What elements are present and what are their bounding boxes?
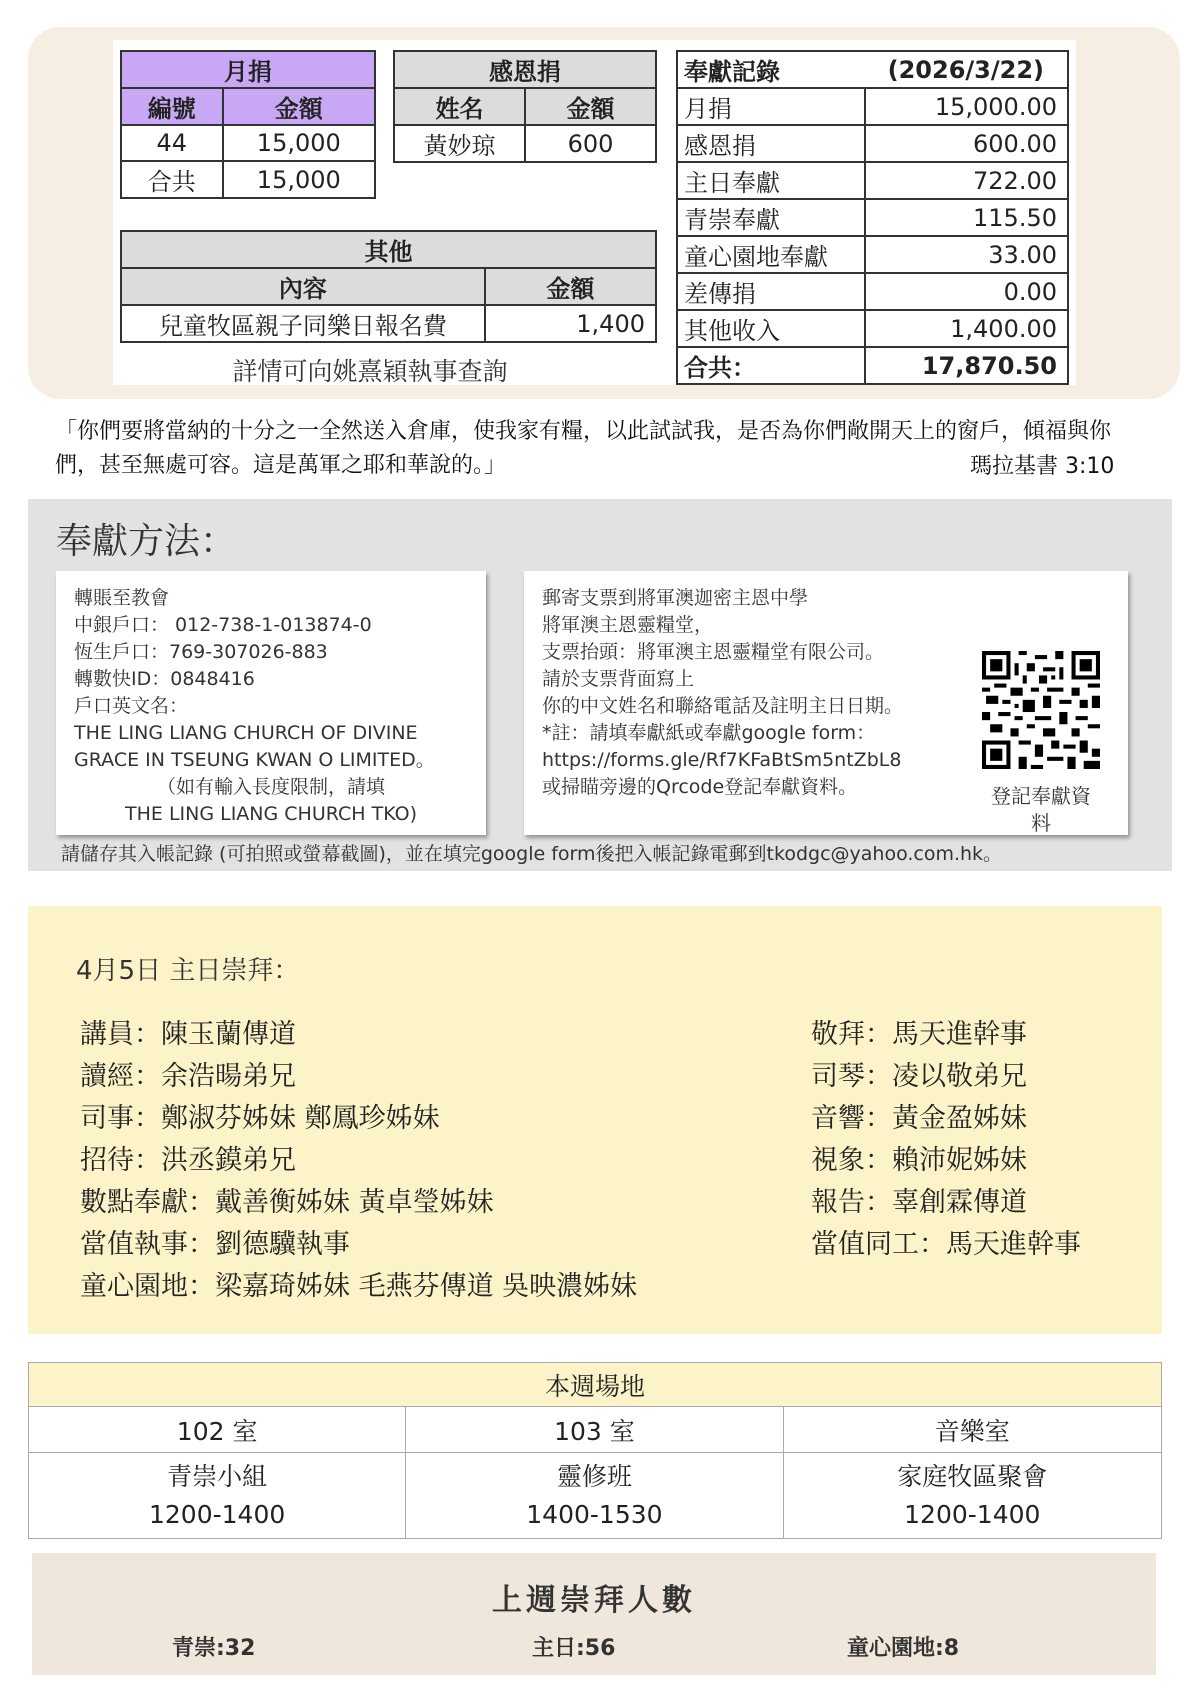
table-row — [121, 305, 656, 342]
venue-event — [783, 1453, 1161, 1539]
qr-label: 登記奉獻資料 — [991, 784, 1091, 835]
venue-event-time: 1200-1400 — [149, 1499, 286, 1529]
list-item: 司琴：凌以敬弟兄 — [811, 1061, 1027, 1092]
thanks-name: 黃妙琼 — [394, 125, 525, 162]
venue-event-time: 1400-1530 — [526, 1499, 663, 1529]
list-item: 視象：賴沛妮姊妹 — [811, 1145, 1027, 1176]
record-label: 青崇奉獻 — [677, 199, 865, 236]
card-line: *註：請填奉獻紙或奉獻google form： — [542, 722, 876, 744]
table-row — [677, 236, 1068, 273]
record-label: 主日奉獻 — [677, 162, 865, 199]
attendance-youth: 青崇:32 — [172, 1636, 256, 1661]
table-row — [121, 161, 375, 198]
record-value: 0.00 — [865, 273, 1068, 310]
card-line: 郵寄支票到將軍澳迦密主恩中學 — [542, 587, 809, 609]
monthly-amount: 15,000 — [223, 125, 375, 161]
list-item: 招待：洪丞鏌弟兄 — [80, 1145, 296, 1176]
card-line: THE LING LIANG CHURCH TKO) — [125, 803, 417, 825]
table-row — [677, 88, 1068, 125]
other-col-content: 內容 — [121, 268, 485, 305]
venue-event — [29, 1453, 406, 1539]
record-label: 差傳捐 — [677, 273, 865, 310]
service-roles-right — [811, 1014, 1081, 1266]
venue-event-name: 青崇小組 — [167, 1461, 268, 1491]
card-line: 戶口英文名： — [74, 695, 189, 717]
list-item: 司事：鄭淑芬姊妹 鄭鳳珍姊妹 — [80, 1103, 440, 1134]
venue-event — [406, 1453, 783, 1539]
table-row — [677, 273, 1068, 310]
record-value: 1,400.00 — [865, 310, 1068, 347]
card-line: 你的中文姓名和聯絡電話及註明主日日期。 — [542, 695, 904, 717]
record-label: 其他收入 — [677, 310, 865, 347]
attendance-sunday: 主日:56 — [532, 1636, 616, 1661]
verse-reference: 瑪拉基書 3:10 — [970, 454, 1115, 479]
sunday-service-section — [28, 906, 1162, 1334]
venue-event-name: 靈修班 — [556, 1461, 632, 1491]
attendance-section — [32, 1553, 1156, 1675]
list-item: 當值同工：馬天進幹事 — [811, 1229, 1081, 1260]
methods-title: 奉獻方法： — [56, 521, 237, 562]
record-value: 15,000.00 — [865, 88, 1068, 125]
thanks-amount: 600 — [525, 125, 656, 162]
thanksgiving-offering-table — [393, 50, 657, 163]
card-line: 將軍澳主恩靈糧堂， — [542, 614, 714, 636]
other-title: 其他 — [121, 231, 656, 268]
venue-room: 103 室 — [406, 1407, 783, 1453]
card-line: 轉賬至教會 — [74, 587, 170, 609]
list-item: 數點奉獻：戴善衡姊妹 黃卓瑩姊妹 — [80, 1187, 494, 1218]
thanks-col-name: 姓名 — [394, 88, 525, 125]
thanks-col-amount: 金額 — [525, 88, 656, 125]
cheque-card — [524, 571, 1128, 835]
table-row — [121, 125, 375, 161]
record-value: 115.50 — [865, 199, 1068, 236]
bank-transfer-card — [56, 571, 486, 835]
monthly-total-label: 合共 — [121, 161, 223, 198]
record-value: 33.00 — [865, 236, 1068, 273]
weekly-venue-table — [28, 1362, 1162, 1539]
other-col-amount: 金額 — [485, 268, 656, 305]
card-line: （如有輸入長度限制，請填 — [156, 776, 385, 798]
list-item: 報告：辜創霖傳道 — [811, 1187, 1027, 1218]
offering-record-table — [676, 50, 1069, 385]
card-line: 恆生戶口：769-307026-883 — [74, 641, 328, 663]
other-content: 兒童牧區親子同樂日報名費 — [121, 305, 485, 342]
monthly-total: 15,000 — [223, 161, 375, 198]
venue-room: 102 室 — [29, 1407, 406, 1453]
record-total: 17,870.50 — [865, 347, 1068, 384]
record-total-row — [677, 347, 1068, 384]
card-line: 中銀戶口： 012-738-1-013874-0 — [74, 614, 372, 636]
list-item: 敬拜：馬天進幹事 — [811, 1019, 1027, 1050]
service-title: 4月5日 主日崇拜： — [76, 956, 300, 986]
card-line: 轉數快ID：0848416 — [74, 668, 255, 690]
offering-methods-section — [28, 499, 1172, 871]
methods-footer-note: 請儲存其入帳記錄 (可拍照或螢幕截圖)，並在填完google form後把入帳記錄電郵到tkodgc@yahoo.com.hk。 — [61, 843, 1003, 865]
thanks-title: 感恩捐 — [394, 51, 656, 88]
card-line: 支票抬頭：將軍澳主恩靈糧堂有限公司。 — [542, 641, 885, 663]
attendance-children: 童心園地:8 — [847, 1636, 960, 1661]
other-amount: 1,400 — [485, 305, 656, 342]
record-label: 童心園地奉獻 — [677, 236, 865, 273]
table-row — [677, 125, 1068, 162]
qr-code-icon[interactable] — [982, 651, 1100, 769]
record-date: (2026/3/22) — [865, 51, 1068, 88]
venue-event-name: 家庭牧區聚會 — [897, 1461, 1048, 1491]
monthly-offering-table — [120, 50, 376, 199]
record-label: 感恩捐 — [677, 125, 865, 162]
record-label: 月捐 — [677, 88, 865, 125]
qr-code-block[interactable] — [982, 651, 1100, 837]
table-row — [677, 162, 1068, 199]
monthly-col-amount: 金額 — [223, 88, 375, 125]
monthly-no: 44 — [121, 125, 223, 161]
record-title: 奉獻記錄 — [677, 51, 865, 88]
record-value: 722.00 — [865, 162, 1068, 199]
other-income-table — [120, 230, 657, 343]
list-item: 講員：陳玉蘭傳道 — [80, 1019, 296, 1050]
table-row — [677, 199, 1068, 236]
table-row — [394, 125, 656, 162]
table-row — [677, 310, 1068, 347]
monthly-title: 月捐 — [121, 51, 375, 88]
list-item: 音響：黃金盈姊妹 — [811, 1103, 1027, 1134]
venue-event-time: 1200-1400 — [904, 1499, 1041, 1529]
card-line: GRACE IN TSEUNG KWAN O LIMITED。 — [74, 749, 435, 771]
list-item: 童心園地：梁嘉琦姊妹 毛燕芬傳道 吳映濃姊妹 — [80, 1271, 638, 1302]
record-total-label: 合共： — [677, 347, 865, 384]
google-form-link[interactable]: https://forms.gle/Rf7KFaBtSm5ntZbL8 — [542, 749, 902, 771]
monthly-col-no: 編號 — [121, 88, 223, 125]
card-line: 或掃瞄旁邊的Qrcode登記奉獻資料。 — [542, 776, 858, 798]
service-roles-left — [80, 1014, 637, 1308]
record-value: 600.00 — [865, 125, 1068, 162]
list-item: 當值執事：劉德驥執事 — [80, 1229, 350, 1260]
bible-verse: 「你們要將當納的十分之一全然送入倉庫，使我家有糧，以此試試我，是否為你們敞開天上的窗戶，傾福與你們，甚至無處可容。這是萬軍之耶和華說的。」 — [55, 419, 1112, 478]
other-detail-note: 詳情可向姚熹穎執事查詢 — [232, 357, 508, 386]
card-line: 請於支票背面寫上 — [542, 668, 695, 690]
card-line: THE LING LIANG CHURCH OF DIVINE — [74, 722, 418, 744]
list-item: 讀經：余浩暘弟兄 — [80, 1061, 296, 1092]
venue-title: 本週場地 — [29, 1363, 1162, 1407]
attendance-title: 上週崇拜人數 — [492, 1583, 696, 1618]
venue-room: 音樂室 — [783, 1407, 1161, 1453]
